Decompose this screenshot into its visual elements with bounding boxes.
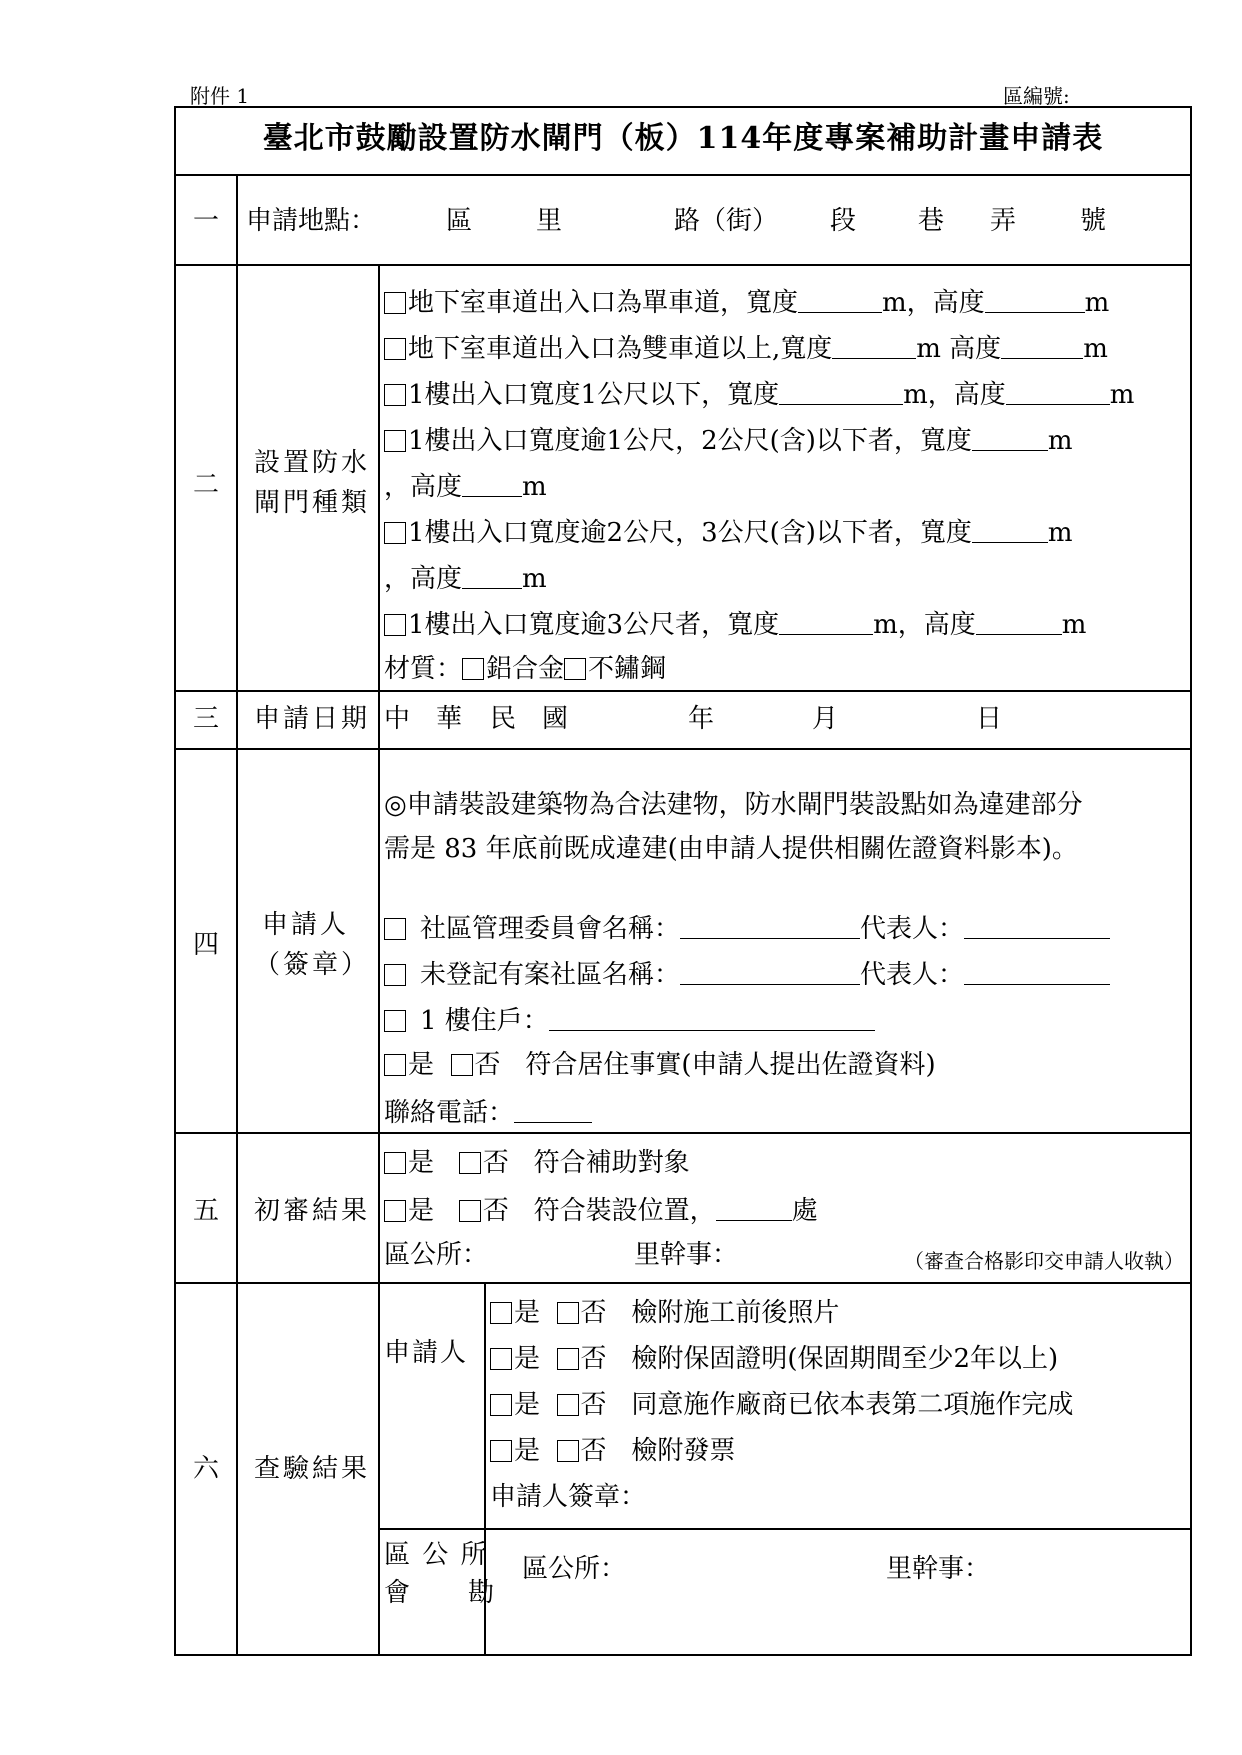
- applicant-signature-label: 申請人簽章：: [490, 1482, 647, 1512]
- addr-alley: 弄: [990, 206, 1017, 236]
- addr-village: 里: [536, 206, 563, 236]
- row-divider: [176, 264, 1190, 266]
- date-month: 月: [812, 704, 839, 734]
- addr-section: 段: [830, 206, 857, 236]
- checkbox-yes[interactable]: [384, 1152, 406, 1174]
- representative-field[interactable]: [964, 912, 1110, 939]
- applicant-option-unregistered: 未登記有案社區名稱： 代表人：: [384, 958, 1110, 990]
- location-count-field[interactable]: [716, 1194, 792, 1221]
- office-inspection-label-1: 區 公 所: [384, 1540, 489, 1570]
- community-name-field[interactable]: [680, 958, 860, 985]
- addr-lane: 巷: [918, 206, 945, 236]
- row-divider: [176, 174, 1190, 176]
- checkbox[interactable]: [384, 384, 406, 406]
- height-field[interactable]: [1001, 332, 1083, 359]
- attachment-label: 附件 1: [190, 84, 250, 108]
- checkbox[interactable]: [384, 614, 406, 636]
- inspection-warranty-row: 是 否 檢附保固證明(保固期間至少2年以上): [490, 1344, 1058, 1374]
- row-divider: [176, 748, 1190, 750]
- width-field[interactable]: [779, 378, 903, 405]
- addr-number: 號: [1080, 206, 1107, 236]
- date-label: 申請日期: [254, 704, 371, 734]
- gate-option-5: 1樓出入口寬度逾2公尺，3公尺(含)以下者，寬度 m: [384, 516, 1073, 548]
- row-divider: [176, 1282, 1190, 1284]
- checkbox-yes[interactable]: [490, 1302, 512, 1324]
- inspection-invoice-row: 是 否 檢附發票: [490, 1436, 735, 1466]
- row-divider: [378, 1528, 1190, 1530]
- applicant-option-resident: 1 樓住戶：: [384, 1004, 875, 1036]
- checkbox-yes[interactable]: [384, 1200, 406, 1222]
- representative-field[interactable]: [964, 958, 1110, 985]
- gate-option-4-height: ，高度 m: [384, 472, 547, 502]
- row-divider: [176, 1132, 1190, 1134]
- section-number-5: 五: [192, 1196, 219, 1226]
- section-number-2: 二: [192, 470, 219, 500]
- section-number-6: 六: [192, 1454, 219, 1484]
- checkbox-stainless[interactable]: [564, 658, 586, 680]
- height-field[interactable]: [462, 470, 522, 497]
- gate-option-1: 地下室車道出入口為單車道，寬度 m，高度 m: [384, 286, 1109, 318]
- checkbox-no[interactable]: [459, 1200, 481, 1222]
- application-form: [174, 106, 1192, 1656]
- height-field[interactable]: [1006, 378, 1110, 405]
- material-row: 材質： 鋁合金 不鏽鋼: [384, 654, 667, 684]
- section-number-4: 四: [192, 930, 219, 960]
- date-hua: 華: [436, 704, 463, 734]
- resident-name-field[interactable]: [549, 1004, 875, 1031]
- gate-option-4: 1樓出入口寬度逾1公尺，2公尺(含)以下者，寬度 m: [384, 424, 1073, 456]
- inspection-office-label: 區公所：: [522, 1554, 627, 1584]
- width-field[interactable]: [972, 424, 1048, 451]
- checkbox-aluminum[interactable]: [462, 658, 484, 680]
- column-divider: [378, 264, 380, 1654]
- phone-row: 聯絡電話：: [384, 1096, 592, 1128]
- checkbox-no[interactable]: [459, 1152, 481, 1174]
- gate-option-5-height: ，高度 m: [384, 564, 547, 594]
- checkbox-yes[interactable]: [490, 1348, 512, 1370]
- office-inspection-label-2: 會 勘: [384, 1578, 497, 1608]
- addr-district: 區: [446, 206, 473, 236]
- checkbox[interactable]: [384, 292, 406, 314]
- date-min: 民: [490, 704, 517, 734]
- checkbox-no[interactable]: [557, 1302, 579, 1324]
- checkbox[interactable]: [384, 964, 406, 986]
- checkbox[interactable]: [384, 918, 406, 940]
- checkbox-no[interactable]: [557, 1394, 579, 1416]
- legal-note-2: 需是 83 年底前既成違建(由申請人提供相關佐證資料影本)。: [384, 834, 1078, 864]
- column-divider: [236, 174, 238, 1654]
- width-field[interactable]: [832, 332, 916, 359]
- district-number-label: 區編號:: [1003, 84, 1070, 108]
- applicant-label: 申請人: [262, 910, 350, 940]
- review-location-row: 是 否 符合裝設位置， 處: [384, 1194, 818, 1226]
- phone-field[interactable]: [514, 1096, 592, 1123]
- gate-option-2: 地下室車道出入口為雙車道以上,寬度 m 高度 m: [384, 332, 1108, 364]
- inspection-applicant-label: 申請人: [384, 1338, 469, 1368]
- gate-type-label-1: 設置防水: [254, 448, 371, 478]
- checkbox-yes[interactable]: [384, 1054, 406, 1076]
- residence-fact-row: 是 否 符合居住事實(申請人提出佐證資料): [384, 1050, 936, 1080]
- height-field[interactable]: [462, 562, 522, 589]
- width-field[interactable]: [779, 608, 873, 635]
- height-field[interactable]: [985, 286, 1085, 313]
- checkbox-no[interactable]: [451, 1054, 473, 1076]
- applicant-option-community: 社區管理委員會名稱： 代表人：: [384, 912, 1110, 944]
- initial-review-label: 初審結果: [254, 1196, 371, 1226]
- checkbox-yes[interactable]: [490, 1394, 512, 1416]
- location-label: 申請地點：: [246, 206, 377, 236]
- inspection-photos-row: 是 否 檢附施工前後照片: [490, 1298, 839, 1328]
- legal-note-1: ◎申請裝設建築物為合法建物，防水閘門裝設點如為違建部分: [384, 790, 1083, 820]
- gate-option-6: 1樓出入口寬度逾3公尺者，寬度 m，高度 m: [384, 608, 1086, 640]
- addr-road: 路（街）: [674, 206, 779, 236]
- checkbox[interactable]: [384, 430, 406, 452]
- checkbox-yes[interactable]: [490, 1440, 512, 1462]
- checkbox[interactable]: [384, 522, 406, 544]
- form-title: 臺北市鼓勵設置防水閘門（板）114年度專案補助計畫申請表: [262, 121, 1104, 156]
- signature-label: （簽章）: [254, 950, 371, 980]
- checkbox-no[interactable]: [557, 1348, 579, 1370]
- checkbox[interactable]: [384, 1010, 406, 1032]
- inspection-result-label: 查驗結果: [254, 1454, 371, 1484]
- date-zhong: 中: [384, 704, 411, 734]
- date-year: 年: [688, 704, 715, 734]
- date-day: 日: [976, 704, 1003, 734]
- district-office-label: 區公所：: [384, 1240, 489, 1270]
- community-name-field[interactable]: [680, 912, 860, 939]
- checkbox[interactable]: [384, 338, 406, 360]
- width-field[interactable]: [798, 286, 882, 313]
- section-number-3: 三: [192, 704, 219, 734]
- checkbox-no[interactable]: [557, 1440, 579, 1462]
- width-field[interactable]: [972, 516, 1048, 543]
- row-divider: [176, 690, 1190, 692]
- inspection-completion-row: 是 否 同意施作廠商已依本表第二項施作完成: [490, 1390, 1073, 1420]
- section-number-1: 一: [192, 206, 219, 236]
- height-field[interactable]: [976, 608, 1062, 635]
- village-clerk-label: 里幹事：: [634, 1240, 739, 1270]
- review-eligible-row: 是 否 符合補助對象: [384, 1148, 690, 1178]
- date-guo: 國: [542, 704, 569, 734]
- gate-option-3: 1樓出入口寬度1公尺以下，寬度 m，高度 m: [384, 378, 1134, 410]
- inspection-clerk-label: 里幹事：: [886, 1554, 991, 1584]
- gate-type-label-2: 閘門種類: [254, 488, 371, 518]
- review-note: （審查合格影印交申請人收執）: [904, 1249, 1184, 1273]
